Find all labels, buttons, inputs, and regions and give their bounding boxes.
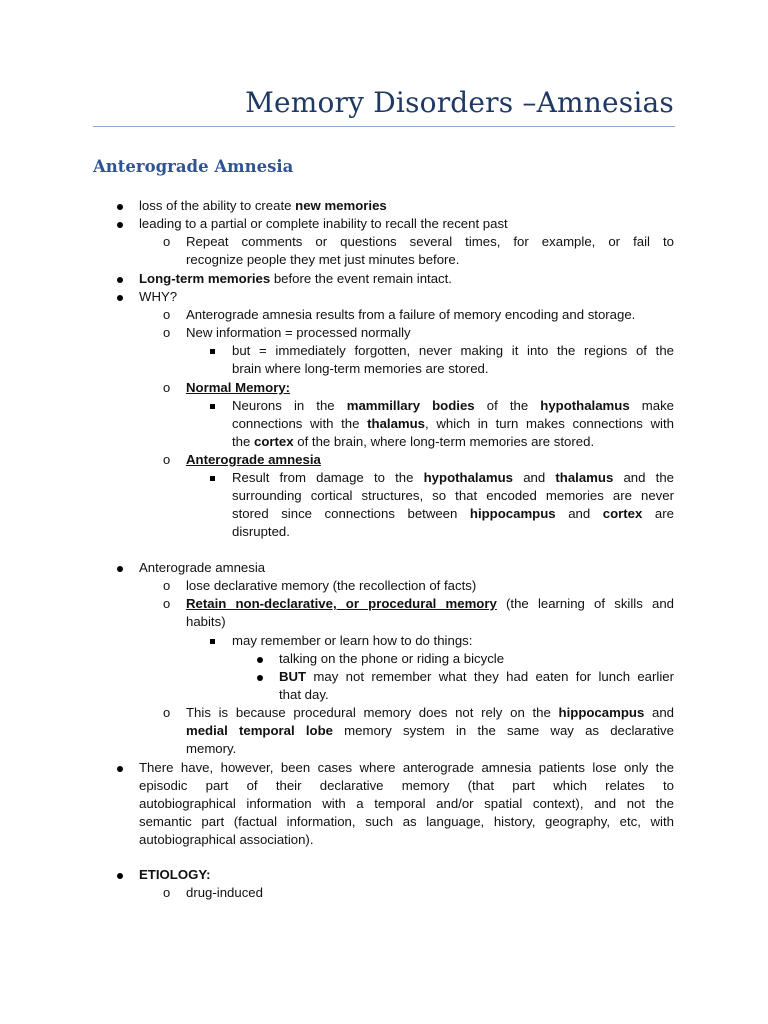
list-item-continuation: memory.	[186, 741, 237, 756]
bold-term: mammillary bodies	[346, 398, 475, 413]
list-item-continuation: autobiographical information with a temporal and/or spatial context), and not the	[139, 796, 674, 811]
circle-marker: o	[163, 307, 171, 322]
text-run: and	[555, 506, 603, 521]
square-marker	[210, 469, 215, 481]
text-run: of the	[474, 398, 541, 413]
list-item: but = immediately forgotten, never making it into the regions of the	[232, 343, 674, 358]
list-item: WHY?	[139, 289, 178, 304]
bold-term: Long-term memories	[139, 271, 271, 286]
bullet-marker	[117, 289, 123, 301]
page-title: Memory Disorders –Amnesias	[245, 86, 674, 119]
list-item-continuation	[232, 433, 594, 451]
list-item-continuation: semantic part (factual information, such as language, history, geography, etc, with	[139, 814, 674, 829]
square-marker	[210, 342, 215, 354]
list-item: lose declarative memory (the recollection of facts)	[186, 578, 477, 593]
subheading	[186, 379, 290, 397]
list-item: may remember or learn how to do things:	[232, 633, 473, 648]
bullet-marker	[257, 651, 263, 663]
text-run: , which in turn makes connections with	[425, 416, 674, 431]
text-run: and the	[613, 470, 674, 485]
section-heading: Anterograde Amnesia	[93, 157, 294, 176]
bold-term: cortex	[254, 434, 294, 449]
subheading	[186, 451, 321, 469]
list-item-continuation: brain where long-term memories are stored.	[232, 361, 489, 376]
list-item	[139, 197, 387, 215]
text-run: the	[232, 434, 254, 449]
circle-marker: o	[163, 596, 171, 611]
list-item-continuation: autobiographical association).	[139, 832, 314, 847]
text-run: stored since connections between	[232, 506, 470, 521]
bold-term: hippocampus	[469, 506, 556, 521]
circle-marker: o	[163, 885, 171, 900]
square-marker	[210, 632, 215, 644]
underlined-term: Anterograde amnesia	[186, 452, 321, 467]
circle-marker: o	[163, 380, 171, 395]
bold-term: ETIOLOGY:	[139, 867, 211, 882]
list-item-continuation: episodic part of their declarative memory (that part which relates to	[139, 778, 674, 793]
list-item	[232, 469, 674, 487]
circle-marker: o	[163, 578, 171, 593]
bold-term: cortex	[602, 506, 643, 521]
bullet-marker	[117, 560, 123, 572]
text-run: of the brain, where long-term memories are stored.	[293, 434, 595, 449]
list-item: leading to a partial or complete inability to recall the recent past	[139, 216, 508, 231]
text-run: connections with the	[232, 416, 368, 431]
list-item-continuation: recognize people they met just minutes before.	[186, 252, 460, 267]
bold-term: hypothalamus	[423, 470, 514, 485]
bold-term: thalamus	[555, 470, 614, 485]
text-run: Neurons in the	[232, 398, 347, 413]
text-run: (the learning of skills and	[496, 596, 674, 611]
list-item-continuation	[232, 415, 674, 433]
list-item	[186, 595, 674, 613]
list-item-continuation: habits)	[186, 614, 226, 629]
underlined-term: Retain non-declarative, or procedural memory	[186, 596, 497, 611]
list-item-continuation: disrupted.	[232, 524, 290, 539]
bullet-marker	[117, 867, 123, 879]
text-run: memory system in the same way as declarative	[332, 723, 674, 738]
bold-term: hypothalamus	[540, 398, 630, 413]
text-run: may not remember what they had eaten for lunch earlier	[306, 669, 674, 684]
list-item: There have, however, been cases where anterograde amnesia patients lose only the	[139, 760, 674, 775]
text-run: are	[642, 506, 674, 521]
square-marker	[210, 397, 215, 409]
underlined-term: Normal Memory:	[186, 380, 291, 395]
list-item: Anterograde amnesia results from a failure of memory encoding and storage.	[186, 307, 636, 322]
circle-marker: o	[163, 452, 171, 467]
bullet-marker	[117, 216, 123, 228]
list-item	[139, 270, 452, 288]
text-run: and	[644, 705, 674, 720]
list-item	[186, 704, 674, 722]
bullet-marker	[117, 198, 123, 210]
title-divider	[93, 126, 675, 127]
list-item-continuation	[186, 722, 674, 740]
text-run: and	[513, 470, 556, 485]
list-item: Anterograde amnesia	[139, 560, 266, 575]
bullet-marker	[117, 271, 123, 283]
list-item-continuation: that day.	[279, 687, 329, 702]
text-run: before the event remain intact.	[270, 271, 452, 286]
bold-term: new memories	[295, 198, 387, 213]
list-item	[232, 397, 674, 415]
list-item: New information = processed normally	[186, 325, 411, 340]
text-run: make	[629, 398, 675, 413]
list-item-continuation: surrounding cortical structures, so that encoded memories are never	[232, 488, 674, 503]
list-item: drug-induced	[186, 885, 263, 900]
list-item	[139, 866, 211, 884]
bold-term: thalamus	[367, 416, 426, 431]
circle-marker: o	[163, 705, 171, 720]
text-run: This is because procedural memory does not rely on the	[186, 705, 559, 720]
circle-marker: o	[163, 325, 171, 340]
bold-term: medial temporal lobe	[186, 723, 333, 738]
bold-term: BUT	[279, 669, 307, 684]
list-item-continuation	[232, 505, 674, 523]
list-item: Repeat comments or questions several times, for example, or fail to	[186, 234, 674, 249]
bullet-marker	[257, 669, 263, 681]
list-item: talking on the phone or riding a bicycle	[279, 651, 505, 666]
bold-term: hippocampus	[558, 705, 645, 720]
text-run: loss of the ability to create	[139, 198, 296, 213]
text-run: Result from damage to the	[232, 470, 424, 485]
bullet-marker	[117, 760, 123, 772]
circle-marker: o	[163, 234, 171, 249]
list-item	[279, 668, 674, 686]
